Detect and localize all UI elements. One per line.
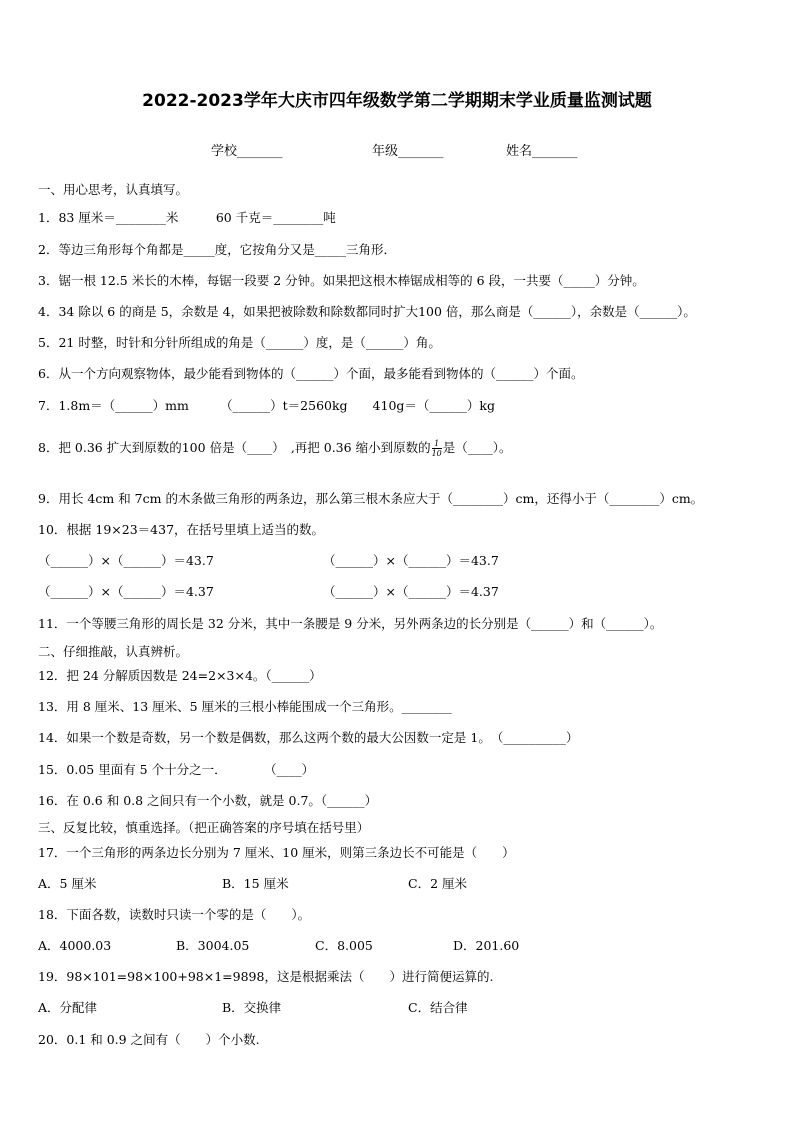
grade-field: 年级_______ — [372, 144, 444, 159]
question-9: 9．用长 4cm 和 7cm 的木条做三角形的两条边，那么第三根木条应大于（________）cm，还得小于（________）cm。 — [38, 491, 704, 506]
school-field: 学校_______ — [211, 144, 283, 159]
question-5: 5．21 时整，时针和分针所组成的角是（______）度，是（______）角。 — [38, 335, 441, 350]
name-field: 姓名_______ — [506, 144, 578, 159]
question-8 — [38, 438, 774, 458]
section-2-heading: 二、仔细推敲，认真辨析。 — [38, 644, 189, 659]
question-19: 19．98×101=98×100+98×1=9898，这是根据乘法（ ）进行简便运算的. — [38, 969, 494, 984]
question-20: 20．0.1 和 0.9 之间有（ ）个小数. — [38, 1032, 260, 1047]
q17-option-a: A．5 厘米 — [38, 876, 97, 891]
question-1: 1．83 厘米＝________米 60 千克＝________吨 — [38, 210, 336, 225]
q18-option-c: C．8.005 — [315, 938, 373, 953]
q10-blank-2: （______）×（______）＝43.7 — [323, 553, 499, 568]
fraction-denominator: 10 — [431, 449, 442, 458]
question-8-text-a: 8．把 0.36 扩大到原数的100 倍是（____） ,再把 0.36 缩小到原数的 — [38, 440, 431, 455]
question-7: 7．1.8m＝（______）mm （______）t＝2560kg 410g＝（______）kg — [38, 398, 495, 413]
question-15: 15．0.05 里面有 5 个十分之一． （____） — [38, 762, 315, 777]
question-18: 18．下面各数，读数时只读一个零的是（ ）。 — [38, 907, 311, 922]
q17-option-b: B．15 厘米 — [222, 876, 289, 891]
section-1-heading: 一、用心思考，认真填写。 — [38, 182, 189, 197]
q19-option-a: A．分配律 — [38, 1000, 98, 1015]
question-2: 2．等边三角形每个角都是_____度，它按角分又是_____三角形． — [38, 242, 396, 257]
question-12: 12．把 24 分解质因数是 24=2×3×4。（______） — [38, 668, 322, 683]
question-17: 17．一个三角形的两条边长分别为 7 厘米、10 厘米，则第三条边长不可能是（ ） — [38, 845, 515, 860]
question-10: 10．根据 19×23＝437，在括号里填上适当的数。 — [38, 522, 325, 537]
question-13: 13．用 8 厘米、13 厘米、5 厘米的三根小棒能围成一个三角形。________ — [38, 699, 452, 714]
section-3-heading: 三、反复比较，慎重选择。（把正确答案的序号填在括号里） — [38, 820, 370, 835]
q10-blank-4: （______）×（______）＝4.37 — [323, 584, 499, 599]
question-6: 6．从一个方向观察物体，最少能看到物体的（______）个面，最多能看到物体的（______）个面。 — [38, 366, 584, 381]
question-14: 14．如果一个数是奇数，另一个数是偶数，那么这两个数的最大公因数一定是 1。 （__________） — [38, 730, 579, 745]
question-4: 4．34 除以 6 的商是 5，余数是 4，如果把被除数和除数都同时扩大100 倍，那么商是（______），余数是（______）。 — [38, 304, 696, 319]
question-8-text-b: 是（____）。 — [442, 440, 512, 455]
q19-option-c: C．结合律 — [408, 1000, 468, 1015]
q18-option-a: A．4000.03 — [38, 938, 112, 953]
q10-blank-1: （______）×（______）＝43.7 — [38, 553, 214, 568]
fraction-one-tenth — [432, 439, 442, 458]
question-11: 11．一个等腰三角形的周长是 32 分米，其中一条腰是 9 分米，另外两条边的长分别是（______）和（______）。 — [38, 616, 663, 631]
q19-option-b: B．交换律 — [222, 1000, 282, 1015]
question-16: 16．在 0.6 和 0.8 之间只有一个小数，就是 0.7。（______） — [38, 793, 378, 808]
q18-option-b: B．3004.05 — [176, 938, 250, 953]
q10-blank-3: （______）×（______）＝4.37 — [38, 584, 214, 599]
page-title: 2022-2023学年大庆市四年级数学第二学期期末学业质量监测试题 — [142, 91, 652, 111]
fraction-numerator: 1 — [432, 439, 442, 449]
q18-option-d: D．201.60 — [453, 938, 520, 953]
q17-option-c: C．2 厘米 — [408, 876, 467, 891]
question-3: 3．锯一根 12.5 米长的木棒，每锯一段要 2 分钟。如果把这根木棒锯成相等的 6 段，一共要（_____）分钟。 — [38, 273, 645, 288]
